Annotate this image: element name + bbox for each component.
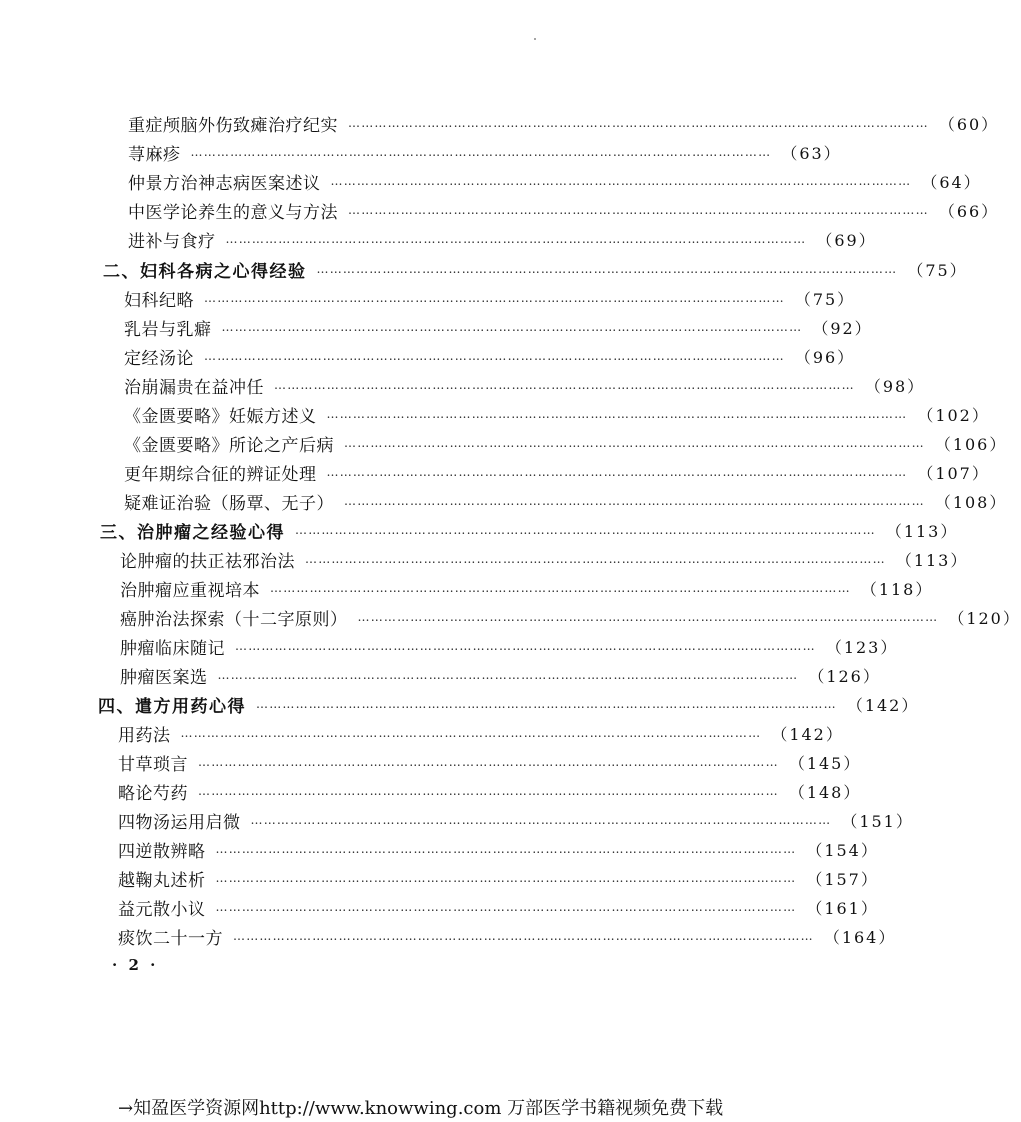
dot-leader: …………………………………………………………………………………………………………………… bbox=[204, 349, 785, 363]
toc-entry-page: （96） bbox=[794, 347, 856, 367]
dot-leader: …………………………………………………………………………………………………………………… bbox=[198, 784, 779, 798]
toc-section-title: 三、治肿瘤之经验心得 bbox=[100, 522, 285, 543]
toc-entry-page: （151） bbox=[841, 811, 914, 831]
dot-leader: …………………………………………………………………………………………………………………… bbox=[274, 378, 855, 392]
toc-entry bbox=[124, 401, 990, 427]
toc-entry bbox=[124, 343, 856, 369]
toc-entry-title: 四逆散辨略 bbox=[118, 841, 206, 862]
toc-entry-page: （98） bbox=[864, 376, 926, 396]
dot-leader: …………………………………………………………………………………………………………………… bbox=[295, 523, 876, 537]
toc-section-heading bbox=[100, 517, 959, 543]
toc-entry bbox=[120, 633, 899, 659]
toc-entry bbox=[124, 459, 990, 485]
toc-entry-page: （123） bbox=[825, 637, 899, 657]
dot-leader: …………………………………………………………………………………………………………………… bbox=[221, 320, 803, 334]
dot-leader: …………………………………………………………………………………………………………………… bbox=[225, 232, 807, 246]
toc-entry bbox=[124, 488, 1008, 514]
toc-entry bbox=[118, 749, 862, 775]
toc-entry-page: （75） bbox=[907, 260, 968, 280]
toc-entry-page: （64） bbox=[921, 172, 982, 192]
toc-entry-page: （92） bbox=[812, 318, 873, 338]
dot-leader: …………………………………………………………………………………………………………………… bbox=[348, 203, 929, 217]
dot-leader: …………………………………………………………………………………………………………………… bbox=[326, 407, 908, 421]
speck bbox=[534, 38, 536, 40]
toc-entry-title: 四物汤运用启微 bbox=[118, 812, 241, 833]
toc-entry bbox=[128, 197, 1000, 223]
toc-entry-page: （126） bbox=[808, 666, 881, 686]
dot-leader: …………………………………………………………………………………………………………………… bbox=[250, 813, 832, 827]
toc-entry-page: （60） bbox=[938, 114, 1000, 134]
toc-section-heading bbox=[103, 256, 968, 282]
dot-leader: …………………………………………………………………………………………………………………… bbox=[190, 145, 772, 159]
toc-entry-page: （161） bbox=[806, 898, 879, 918]
dot-leader: …………………………………………………………………………………………………………………… bbox=[270, 581, 851, 595]
toc-entry-page: （69） bbox=[816, 230, 877, 250]
toc-entry-page: （75） bbox=[794, 289, 856, 309]
toc-entry-title: 略论芍药 bbox=[118, 783, 188, 804]
toc-entry-title: 甘草琐言 bbox=[118, 754, 188, 775]
toc-entry-page: （113） bbox=[885, 521, 959, 541]
dot-leader: …………………………………………………………………………………………………………………… bbox=[348, 116, 929, 130]
dot-leader: …………………………………………………………………………………………………………………… bbox=[215, 900, 797, 914]
dot-leader: …………………………………………………………………………………………………………………… bbox=[235, 639, 816, 653]
dot-leader: …………………………………………………………………………………………………………………… bbox=[256, 697, 837, 711]
toc-entry bbox=[120, 662, 881, 688]
toc-entry bbox=[118, 894, 879, 920]
dot-leader: …………………………………………………………………………………………………………………… bbox=[180, 726, 762, 740]
toc-entry-page: （113） bbox=[895, 550, 969, 570]
dot-leader: …………………………………………………………………………………………………………………… bbox=[217, 668, 799, 682]
toc-entry-title: 乳岩与乳癖 bbox=[124, 319, 212, 340]
toc-entry-page: （66） bbox=[938, 201, 1000, 221]
dot-leader: …………………………………………………………………………………………………………………… bbox=[344, 436, 925, 450]
toc-entry-title: 痰饮二十一方 bbox=[118, 928, 223, 949]
dot-leader: …………………………………………………………………………………………………………………… bbox=[344, 494, 925, 508]
dot-leader: …………………………………………………………………………………………………………………… bbox=[233, 929, 814, 943]
toc-entry-title: 用药法 bbox=[118, 725, 171, 746]
dot-leader: …………………………………………………………………………………………………………………… bbox=[215, 871, 797, 885]
toc-entry-title: 治肿瘤应重视培本 bbox=[120, 580, 260, 601]
toc-entry-page: （142） bbox=[846, 695, 920, 715]
toc-entry bbox=[128, 139, 842, 165]
dot-leader: …………………………………………………………………………………………………………………… bbox=[316, 262, 898, 276]
toc-entry bbox=[118, 923, 897, 949]
toc-entry-title: 仲景方治神志病医案述议 bbox=[128, 173, 321, 194]
toc-entry bbox=[118, 778, 862, 804]
footer-watermark-text: →知盈医学资源网http://www.knowwing.com 万部医学书籍视频免费下载 bbox=[118, 1098, 724, 1119]
toc-entry-page: （107） bbox=[917, 463, 990, 483]
toc-entry-page: （145） bbox=[788, 753, 862, 773]
toc-entry bbox=[128, 226, 877, 252]
toc-entry-title: 益元散小议 bbox=[118, 899, 206, 920]
toc-entry-page: （106） bbox=[934, 434, 1008, 454]
toc-entry bbox=[124, 430, 1008, 456]
dot-leader: …………………………………………………………………………………………………………………… bbox=[204, 291, 785, 305]
toc-entry-title: 《金匮要略》妊娠方述义 bbox=[124, 406, 317, 427]
toc-entry-title: 重症颅脑外伤致瘫治疗纪实 bbox=[128, 115, 338, 136]
toc-entry-title: 妇科纪略 bbox=[124, 290, 194, 311]
toc-entry-page: （108） bbox=[934, 492, 1008, 512]
toc-section-title: 二、妇科各病之心得经验 bbox=[103, 261, 307, 282]
toc-entry-title: 肿瘤医案选 bbox=[120, 667, 208, 688]
toc-entry-title: 定经汤论 bbox=[124, 348, 194, 369]
toc-entry-title: 更年期综合征的辨证处理 bbox=[124, 464, 317, 485]
toc-entry-title: 荨麻疹 bbox=[128, 144, 181, 165]
toc-entry bbox=[118, 865, 879, 891]
dot-leader: …………………………………………………………………………………………………………………… bbox=[305, 552, 886, 566]
dot-leader: …………………………………………………………………………………………………………………… bbox=[357, 610, 939, 624]
toc-entry bbox=[128, 168, 982, 194]
toc-entry bbox=[120, 604, 1021, 630]
dot-leader: …………………………………………………………………………………………………………………… bbox=[198, 755, 779, 769]
dot-leader: …………………………………………………………………………………………………………………… bbox=[330, 174, 912, 188]
toc-entry bbox=[120, 575, 934, 601]
toc-entry bbox=[124, 285, 856, 311]
toc-entry-title: 论肿瘤的扶正祛邪治法 bbox=[120, 551, 295, 572]
toc-entry bbox=[124, 314, 873, 340]
toc-entry-title: 癌肿治法探索（十二字原则） bbox=[120, 609, 348, 630]
toc-entry-page: （63） bbox=[781, 143, 842, 163]
toc-entry-title: 越鞠丸述析 bbox=[118, 870, 206, 891]
toc-entry bbox=[124, 372, 926, 398]
page-number: · 2 · bbox=[112, 956, 159, 974]
toc-entry bbox=[118, 807, 914, 833]
toc-entry-page: （154） bbox=[806, 840, 879, 860]
toc-entry-page: （148） bbox=[788, 782, 862, 802]
toc-entry-title: 疑难证治验（肠覃、无子） bbox=[124, 493, 334, 514]
toc-entry-title: 《金匮要略》所论之产后病 bbox=[124, 435, 334, 456]
toc-section-heading bbox=[98, 691, 920, 717]
toc-entry bbox=[118, 836, 879, 862]
toc-entry-title: 中医学论养生的意义与方法 bbox=[128, 202, 338, 223]
toc-entry-page: （164） bbox=[823, 927, 897, 947]
toc-entry-page: （142） bbox=[771, 724, 844, 744]
toc-entry-page: （120） bbox=[948, 608, 1021, 628]
toc-entry bbox=[128, 110, 1000, 136]
toc-entry-page: （118） bbox=[860, 579, 934, 599]
dot-leader: …………………………………………………………………………………………………………………… bbox=[215, 842, 797, 856]
toc-entry-title: 肿瘤临床随记 bbox=[120, 638, 225, 659]
toc-entry-title: 治崩漏贵在益冲任 bbox=[124, 377, 264, 398]
toc-entry-page: （157） bbox=[806, 869, 879, 889]
toc-entry-title: 进补与食疗 bbox=[128, 231, 216, 252]
toc-entry bbox=[120, 546, 969, 572]
toc-section-title: 四、遣方用药心得 bbox=[98, 696, 246, 717]
dot-leader: …………………………………………………………………………………………………………………… bbox=[326, 465, 908, 479]
toc-entry-page: （102） bbox=[917, 405, 990, 425]
toc-entry bbox=[118, 720, 844, 746]
